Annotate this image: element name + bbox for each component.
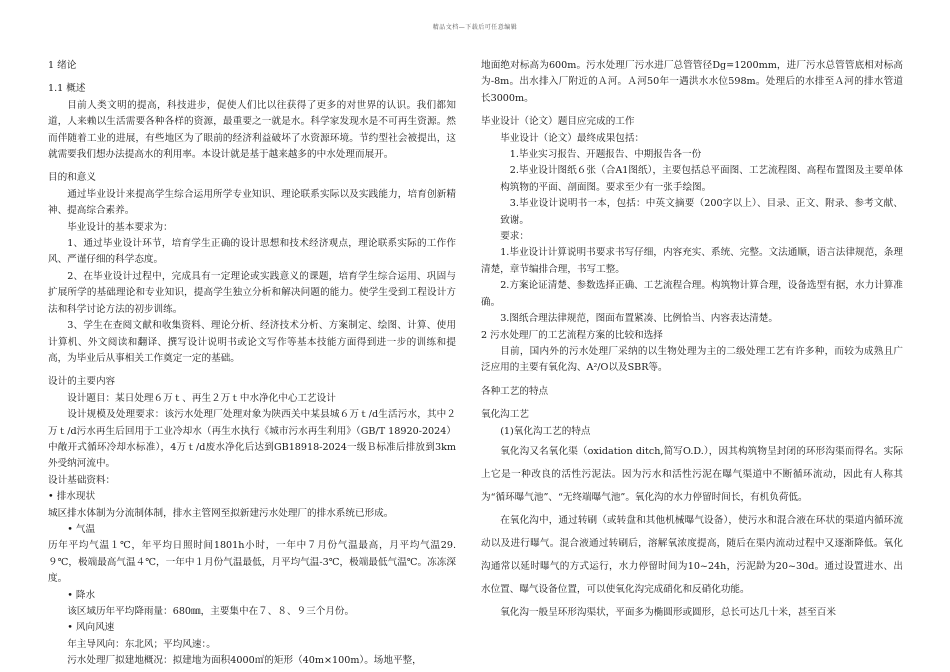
section-heading-right-13: 氧化沟工艺	[481, 409, 529, 421]
left-column	[48, 58, 456, 670]
section-heading-right-12: 各种工艺的特点	[481, 385, 549, 397]
section-heading-left-0: 1 绪论	[48, 60, 77, 71]
paragraph-right-4: 2.毕业设计图纸６张（合A1图纸），主要包括总平面图、工艺流程图、高程布置图及主要单体构筑物的平面、剖面图。要求至少有一张手绘图。	[500, 165, 903, 193]
paragraph-left-8: 3、学生在查阅文献和收集资料、理论分析、经济技术分析、方案制定、绘图、计算、使用计算机、外文阅读和翻译、撰写设计说明书或论文写作等基本技能方面得到进一步的训练和提高，为毕业后从事相关工作奠定一定的基础。	[48, 320, 456, 364]
paragraph-right-3: 1.毕业实习报告、开题报告、中期报告各一份	[509, 149, 702, 161]
paragraph-right-8: 2.方案论证清楚、参数选择正确、工艺流程合理。构筑物计算合理，设备选型有据，水力计算准确。	[481, 280, 903, 308]
paragraph-left-7: 2、在毕业设计过程中，完成具有一定理论或实践意义的课题，培育学生综合运用、巩固与扩展所学的基础理论和专业知识，提高学生独立分析和解决问题的能力。使学生受到工程设计方法和科学讨论方法的初步训练。	[48, 270, 456, 315]
paragraph-right-6: 要求：	[500, 231, 529, 243]
paragraph-right-5: 3.毕业设计说明书一本，包括：中英文摘要（200字以上）、目录、正文、附录、参考文献、致谢。	[500, 198, 903, 226]
paragraph-left-6: 1、通过毕业设计环节，培育学生正确的设计思想和技术经济观点，理论联系实际的工作作风、严谨仔细的科学态度。	[48, 238, 456, 266]
paragraph-right-15: 氧化沟又名氧化渠（oxidation ditch,简写O.D.），因其构筑物呈封闭的环形沟渠而得名。实际上它是一种改良的活性污泥法。因为污水和活性污泥在曝气渠道中不断循环流动，因此有人称其为“循环曝气池”、“无终端曝气池”。氧化沟的水力停留时间长，有机负荷低。	[481, 445, 903, 503]
paragraph-left-19: • 风向风速	[67, 622, 115, 634]
paragraph-left-13: • 排水现状	[48, 491, 96, 503]
right-column	[481, 58, 903, 624]
section-heading-right-1: 毕业设计（论文）题目应完成的工作	[481, 116, 635, 128]
paragraph-left-12: 设计基础资料：	[48, 474, 116, 486]
paragraph-left-10: 设计题目：某日处理６万ｔ、再生２万ｔ中水净化中心工艺设计	[67, 392, 336, 404]
section-heading-right-10: 2 污水处理厂的工艺流程方案的比较和选择	[481, 329, 663, 341]
paragraph-left-2: 目前人类文明的提高，科技进步，促使人们比以往获得了更多的对世界的认识。我们都知道，人来赖以生活需要各种各样的资源，最重要之一就是水。科学家发现水是不可再生资源。然而伴随着工业的进展，有些地区为了眼前的经济利益破坏了水资源环境。节约型社会被提出，这就需要我们想办法提高水的利用率。本设计就是基于越来越多的中水处理而展开。	[48, 99, 456, 161]
page-watermark: 精品文档—下载后可任意编辑	[432, 24, 518, 31]
section-heading-left-3: 目的和意义	[48, 172, 96, 184]
section-heading-left-1: 1.1 概述	[48, 83, 86, 95]
section-heading-left-9: 设计的主要内容	[48, 376, 116, 388]
paragraph-right-7: 1.毕业设计计算说明书要求书写仔细，内容充实、系统、完整。文法通顺，语言法律规范，条理清楚，章节编排合理，书写工整。	[481, 247, 903, 275]
paragraph-right-0: 地面绝对标高为600m。污水处理厂污水进厂总管管径Dg=1200mm，进厂污水总管管底相对标高为-8m。出水排入厂附近的Ａ河。Ａ河50年一遇洪水水位598m。处理后的水排至Ａ河的排水管道长3000m。	[481, 60, 903, 104]
paragraph-right-2: 毕业设计（论文）最终成果包括：	[500, 132, 645, 144]
paragraph-left-15: • 气温	[67, 523, 96, 535]
paragraph-left-16: 历年平均气温１℃，年平均日照时间1801h小时，一年中７月份气温最高，月平均气温29.９℃，极端最高气温４℃，一年中１月份气温最低，月平均气温-3℃，极端最低气温℃。冻冻深度。	[48, 540, 456, 585]
paragraph-right-11: 目前，国内外的污水处理厂采纳的以生物处理为主的二级处理工艺有许多种，而较为成熟且广泛应用的主要有氧化沟、A²/O以及SBR等。	[481, 345, 903, 374]
paragraph-left-18: 该区域历年平均降雨量：680㎜，主要集中在７、８、９三个月份。	[67, 606, 355, 617]
paragraph-left-5: 毕业设计的基本要求为：	[67, 221, 173, 233]
paragraph-right-9: 3.图纸合理法律规范，图面布置紧凑、比例恰当、内容表达清楚。	[500, 313, 778, 325]
paragraph-left-14: 城区排水体制为分流制体制，排水主管网至拟新建污水处理厂的排水系统已形成。	[48, 507, 394, 519]
paragraph-left-21: 污水处理厂拟建地概况：拟建地为面积4000㎡的矩形（40m×100m）。场地平整，	[67, 655, 422, 667]
paragraph-left-20: 年主导风向：东北风；平均风速：。	[67, 638, 216, 650]
paragraph-left-17: • 降水	[67, 589, 96, 601]
paragraph-right-14: (1)氧化沟工艺的特点	[500, 425, 591, 437]
paragraph-right-17: 氧化沟一般呈环形沟渠状，平面多为椭圆形或圆形，总长可达几十米，甚至百米	[500, 606, 836, 618]
paragraph-left-4: 通过毕业设计来提高学生综合运用所学专业知识、理论联系实际以及实践能力，培育创新精神、提高综合素养。	[48, 188, 456, 217]
paragraph-right-16: 在氧化沟中，通过转刷（或转盘和其他机械曝气设备），使污水和混合液在环状的渠道内循环流动以及进行曝气。混合液通过转刷后，溶解氧浓度提高，随后在渠内流动过程中又逐渐降低。氧化沟通常以延时曝气的方式运行，水力停留时间为10~24h，污泥龄为20~30d。通过设置进水、出水位置、曝气设备位置，可以使氧化沟完成硝化和反硝化功能。	[481, 514, 903, 595]
paragraph-left-11: 设计规模及处理要求：该污水处理厂处理对象为陕西关中某县城６万ｔ/d生活污水，其中２万ｔ/d污水再生后回用于工业冷却水（再生水执行《城市污水再生利用》（GB/T 18920-2024）中敞开式循环冷却水标准），4万ｔ/d废水净化后达到GB18918-2024一级Ｂ标准后排放到3km外受纳河流中。	[48, 409, 456, 470]
